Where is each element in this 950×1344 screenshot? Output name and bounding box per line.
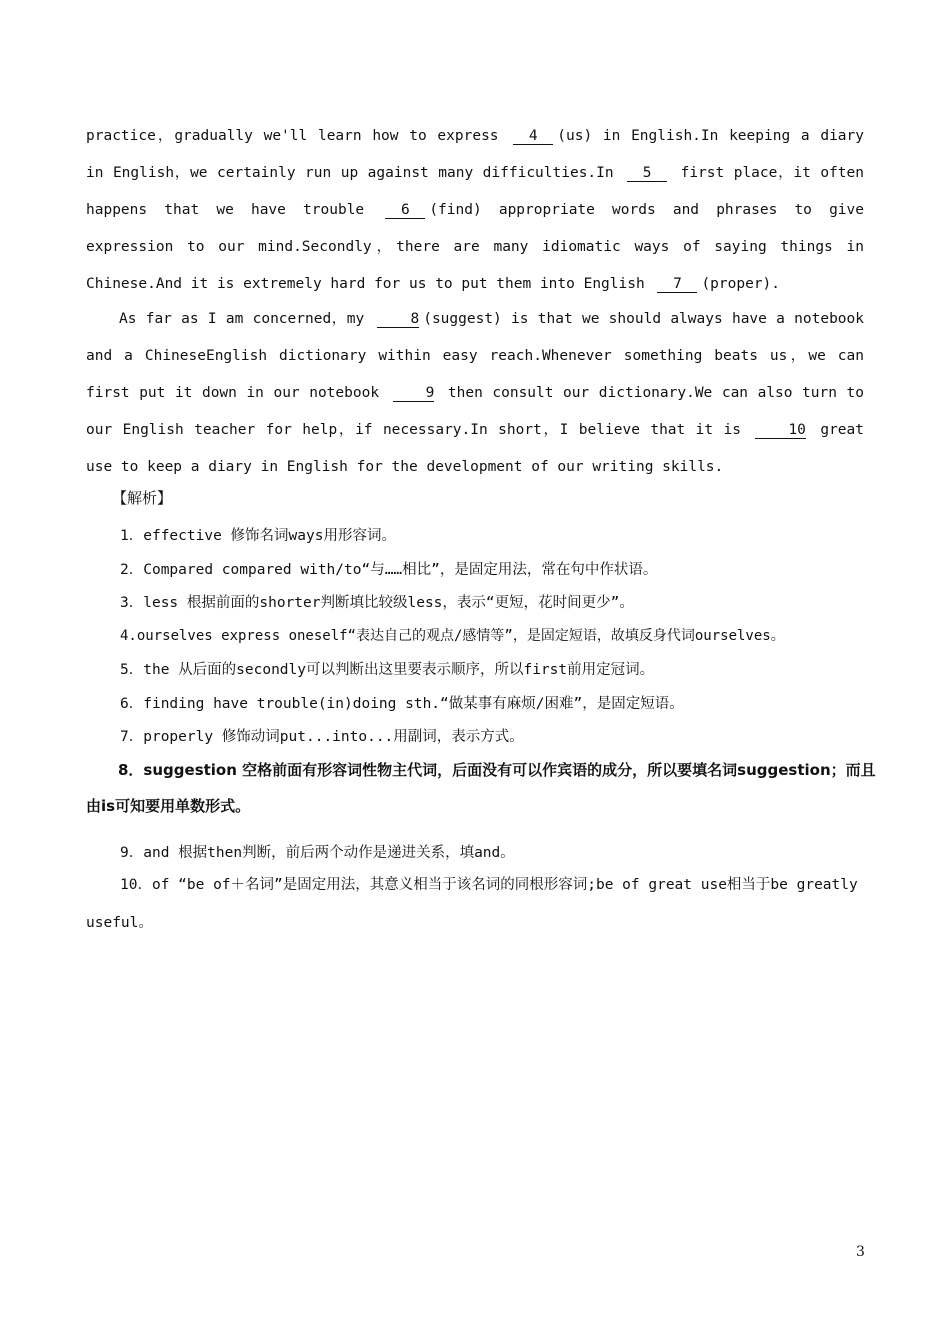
passage-text: (find) appropriate words and phrases to give expression to our mind.Secondly，there are many idiomatic ways of saying things in Chinese.And it is extremely hard for us to put them into English <box>86 202 864 292</box>
passage-text: practice，gradually we'll learn how to express <box>86 128 510 144</box>
page-number: 3 <box>856 1244 865 1260</box>
passage-text: As far as I am concerned，my <box>119 311 374 327</box>
passage-text: first place，it often happens that we have trouble <box>86 165 864 218</box>
answer-10: 10．of “be of＋名词”是固定用法，其意义相当于该名词的同根形容词;be of great use相当于be greatly useful。 <box>86 877 858 931</box>
passage-text: great use to keep a diary in English for the development of our writing skills. <box>86 422 864 475</box>
answer-2: 2．Compared compared with/to“与……相比”，是固定用法，常在句中作状语。 <box>120 562 658 578</box>
passage-text: (suggest) is that we should always have a notebook and a ChineseEnglish dictionary within easy reach.Whenever something beats us，we can first put it down in our notebook <box>86 311 864 401</box>
blank-6: 6 <box>385 202 425 219</box>
answer-7: 7．properly 修饰动词put...into...用副词，表示方式。 <box>120 729 524 745</box>
analysis-heading: 【解析】 <box>112 489 173 507</box>
blank-9: 9 <box>393 385 435 402</box>
passage-text: (proper). <box>701 276 781 292</box>
answer-4: 4.ourselves express oneself“表达自己的观点/感情等”，是固定短语，故填反身代词ourselves。 <box>120 628 785 644</box>
answer-9: 9．and 根据then判断，前后两个动作是递进关系，填and。 <box>120 845 515 861</box>
answer-5: 5．the 从后面的secondly可以判断出这里要表示顺序，所以first前用定冠词。 <box>120 662 655 678</box>
blank-10: 10 <box>755 422 805 439</box>
answer-1: 1．effective 修饰名词ways用形容词。 <box>120 528 396 544</box>
blank-7: 7 <box>657 276 697 293</box>
passage-text: (us) in English.In keeping a diary in English，we certainly run up against many difficulties.In <box>86 128 865 181</box>
blank-8: 8 <box>377 311 419 328</box>
answer-3: 3．less 根据前面的shorter判断填比较级less，表示“更短，花时间更少”。 <box>120 595 634 611</box>
passage-paragraph-1 <box>86 118 864 303</box>
answer-8: 8．suggestion 空格前面有形容词性物主代词，后面没有可以作宾语的成分，所以要填名词suggestion；而且由is可知要用单数形式。 <box>86 761 876 815</box>
passage-text: then consult our dictionary.We can also turn to our English teacher for help，if necessary.In short，I believe that it is <box>86 385 864 438</box>
blank-4: 4 <box>513 128 553 145</box>
passage-paragraph-2 <box>86 301 864 486</box>
blank-5: 5 <box>627 165 667 182</box>
answer-6: 6．finding have trouble(in)doing sth.“做某事有麻烦/困难”，是固定短语。 <box>120 696 684 712</box>
